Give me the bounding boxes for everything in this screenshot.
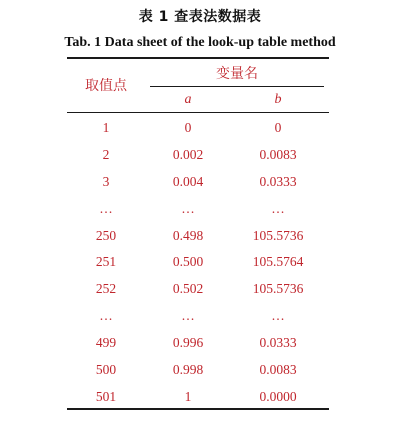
table-row — [0, 356, 400, 383]
table-row — [0, 275, 400, 302]
table-title-en: Tab. 1 Data sheet of the look-up table method — [64, 35, 336, 50]
table-row — [0, 329, 400, 356]
cell-point: 252 — [95, 281, 117, 297]
cell-b: 0.0083 — [259, 146, 297, 162]
cell-a: … — [181, 200, 195, 216]
cell-point: 251 — [95, 254, 117, 270]
header-col-b: b — [274, 92, 282, 107]
cell-point: 501 — [95, 388, 117, 404]
cell-b: 0.0083 — [259, 362, 297, 378]
cell-b: 0.0333 — [259, 173, 297, 189]
table-body — [0, 114, 400, 410]
table-row — [0, 114, 400, 141]
cell-point: 1 — [102, 120, 110, 135]
cell-a: 0.998 — [172, 362, 204, 378]
cell-b: 105.5736 — [252, 227, 304, 243]
table-header-rule — [67, 112, 329, 113]
cell-point: 2 — [102, 146, 110, 162]
cell-point: 500 — [95, 362, 117, 378]
cell-a: 0.996 — [172, 335, 204, 351]
header-variable-group: 变量名 — [216, 66, 258, 82]
cell-point: … — [99, 308, 113, 324]
cell-a: 1 — [184, 388, 192, 404]
header-col-a: a — [184, 92, 192, 107]
cell-b: 0.0000 — [259, 388, 297, 404]
table-title-cn: 表 1 查表法数据表 — [138, 9, 262, 25]
cell-b: 105.5736 — [252, 281, 304, 297]
table-row — [0, 383, 400, 410]
table-row — [0, 141, 400, 168]
cell-a: … — [181, 308, 195, 324]
cell-b: 0.0333 — [259, 335, 297, 351]
table-row — [0, 248, 400, 275]
table-row — [0, 168, 400, 195]
cell-b: 105.5764 — [252, 254, 304, 270]
table-row — [0, 222, 400, 249]
cell-point: 499 — [95, 335, 117, 351]
table-row-ellipsis — [0, 195, 400, 222]
cell-a: 0.498 — [172, 227, 204, 243]
cell-point: 3 — [102, 173, 110, 189]
cell-a: 0.502 — [172, 281, 204, 297]
table-row-ellipsis — [0, 302, 400, 329]
cell-a: 0 — [184, 120, 192, 135]
cell-point: … — [99, 200, 113, 216]
header-group-rule — [150, 86, 324, 87]
cell-a: 0.500 — [172, 254, 204, 270]
cell-b: 0 — [274, 120, 282, 135]
header-point: 取值点 — [85, 78, 127, 94]
cell-a: 0.002 — [172, 146, 204, 162]
cell-a: 0.004 — [172, 173, 204, 189]
cell-point: 250 — [95, 227, 117, 243]
table-top-rule — [67, 57, 329, 59]
cell-b: … — [271, 308, 285, 324]
cell-b: … — [271, 200, 285, 216]
table-bottom-rule — [67, 408, 329, 410]
